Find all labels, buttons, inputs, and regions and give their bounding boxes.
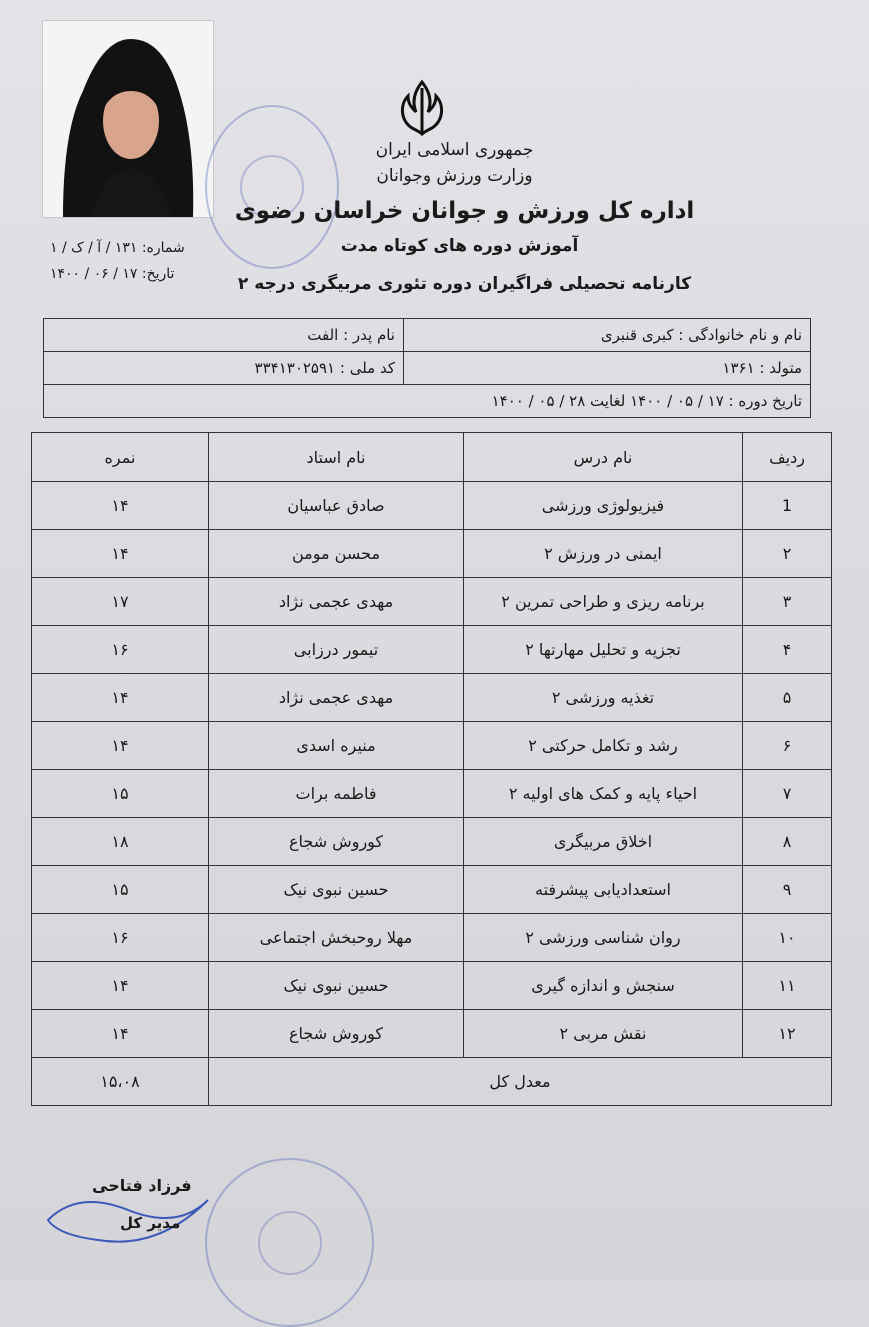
- row-grade: ۱۶: [32, 914, 209, 962]
- row-teacher: کوروش شجاع: [209, 1010, 464, 1058]
- row-grade: ۱۵: [32, 770, 209, 818]
- father-name: نام پدر : الفت: [307, 326, 395, 344]
- average-label: معدل کل: [209, 1058, 832, 1106]
- row-teacher: حسین نبوی نیک: [209, 866, 464, 914]
- row-teacher: فاطمه برات: [209, 770, 464, 818]
- table-row: [32, 818, 832, 866]
- row-grade: ۱۴: [32, 482, 209, 530]
- row-teacher: صادق عباسیان: [209, 482, 464, 530]
- row-course: سنجش و اندازه گیری: [464, 962, 743, 1010]
- row-course: اخلاق مربیگری: [464, 818, 743, 866]
- header-index: ردیف: [743, 433, 832, 482]
- header-teacher: نام استاد: [209, 433, 464, 482]
- row-teacher: مهدی عجمی نژاد: [209, 578, 464, 626]
- row-index: ۱۱: [743, 962, 832, 1010]
- row-teacher: منیره اسدی: [209, 722, 464, 770]
- average-value: ۱۵،۰۸: [32, 1058, 209, 1106]
- student-name: نام و نام خانوادگی : کبری قنبری: [403, 319, 810, 351]
- row-grade: ۱۸: [32, 818, 209, 866]
- national-id: کد ملی : ۳۳۴۱۳۰۲۵۹۱: [254, 359, 395, 377]
- header-grade: نمره: [32, 433, 209, 482]
- row-course: استعدادیابی پیشرفته: [464, 866, 743, 914]
- table-row: [32, 866, 832, 914]
- ministry-heading: وزارت ورزش وجوانان: [376, 166, 533, 186]
- row-index: ۲: [743, 530, 832, 578]
- row-index: ۹: [743, 866, 832, 914]
- row-index: ۱۲: [743, 1010, 832, 1058]
- course-type-heading: آموزش دوره های کوتاه مدت: [340, 236, 579, 256]
- row-grade: ۱۶: [32, 626, 209, 674]
- table-row: [32, 482, 832, 530]
- document-number: شماره: ۱۳۱ / آ / ک / ۱: [50, 240, 185, 256]
- iran-emblem-icon: [392, 78, 452, 138]
- header-course: نام درس: [464, 433, 743, 482]
- row-index: 1: [743, 482, 832, 530]
- table-row: [32, 578, 832, 626]
- row-course: برنامه ریزی و طراحی تمرین ۲: [464, 578, 743, 626]
- average-row: [32, 1058, 832, 1106]
- row-course: نقش مربی ۲: [464, 1010, 743, 1058]
- row-course: روان شناسی ورزشی ۲: [464, 914, 743, 962]
- row-index: ۷: [743, 770, 832, 818]
- row-course: تجزیه و تحلیل مهارتها ۲: [464, 626, 743, 674]
- row-course: احیاء پایه و کمک های اولیه ۲: [464, 770, 743, 818]
- row-course: رشد و تکامل حرکتی ۲: [464, 722, 743, 770]
- row-grade: ۱۵: [32, 866, 209, 914]
- row-index: ۱۰: [743, 914, 832, 962]
- table-header-row: [32, 433, 832, 482]
- student-info-box: [43, 318, 811, 418]
- student-photo: [42, 20, 214, 218]
- report-title: کارنامه تحصیلی فراگیران دوره تئوری مربیگری درجه ۲: [237, 274, 692, 294]
- row-grade: ۱۷: [32, 578, 209, 626]
- row-teacher: حسین نبوی نیک: [209, 962, 464, 1010]
- table-row: [32, 962, 832, 1010]
- table-row: [32, 914, 832, 962]
- row-index: ۳: [743, 578, 832, 626]
- row-course: تغذیه ورزشی ۲: [464, 674, 743, 722]
- row-course: فیزیولوژی ورزشی: [464, 482, 743, 530]
- table-row: [32, 674, 832, 722]
- row-grade: ۱۴: [32, 530, 209, 578]
- row-grade: ۱۴: [32, 1010, 209, 1058]
- grades-table: [31, 432, 832, 1106]
- signatory-name: فرزاد فتاحی: [92, 1176, 192, 1195]
- row-course: ایمنی در ورزش ۲: [464, 530, 743, 578]
- row-index: ۵: [743, 674, 832, 722]
- row-teacher: مهدی عجمی نژاد: [209, 674, 464, 722]
- signatory-title: مدیر کل: [120, 1214, 181, 1232]
- republic-heading: جمهوری اسلامی ایران: [375, 140, 534, 160]
- office-heading: اداره کل ورزش و جوانان خراسان رضوی: [234, 198, 695, 224]
- row-teacher: مهلا روحبخش اجتماعی: [209, 914, 464, 962]
- row-grade: ۱۴: [32, 962, 209, 1010]
- row-index: ۴: [743, 626, 832, 674]
- table-row: [32, 1010, 832, 1058]
- row-index: ۸: [743, 818, 832, 866]
- row-teacher: محسن مومن: [209, 530, 464, 578]
- table-row: [32, 530, 832, 578]
- table-row: [32, 722, 832, 770]
- table-row: [32, 626, 832, 674]
- document-date: تاریخ: ۱۷ / ۰۶ / ۱۴۰۰: [50, 266, 175, 282]
- row-teacher: کوروش شجاع: [209, 818, 464, 866]
- row-grade: ۱۴: [32, 722, 209, 770]
- row-grade: ۱۴: [32, 674, 209, 722]
- course-dates: تاریخ دوره : ۱۷ / ۰۵ / ۱۴۰۰ لغایت ۲۸ / ۰۵ / ۱۴۰۰: [491, 392, 802, 410]
- official-stamp-bottom: [205, 1158, 374, 1327]
- row-teacher: تیمور درزابی: [209, 626, 464, 674]
- table-row: [32, 770, 832, 818]
- row-index: ۶: [743, 722, 832, 770]
- birth-year: متولد : ۱۳۶۱: [403, 352, 810, 384]
